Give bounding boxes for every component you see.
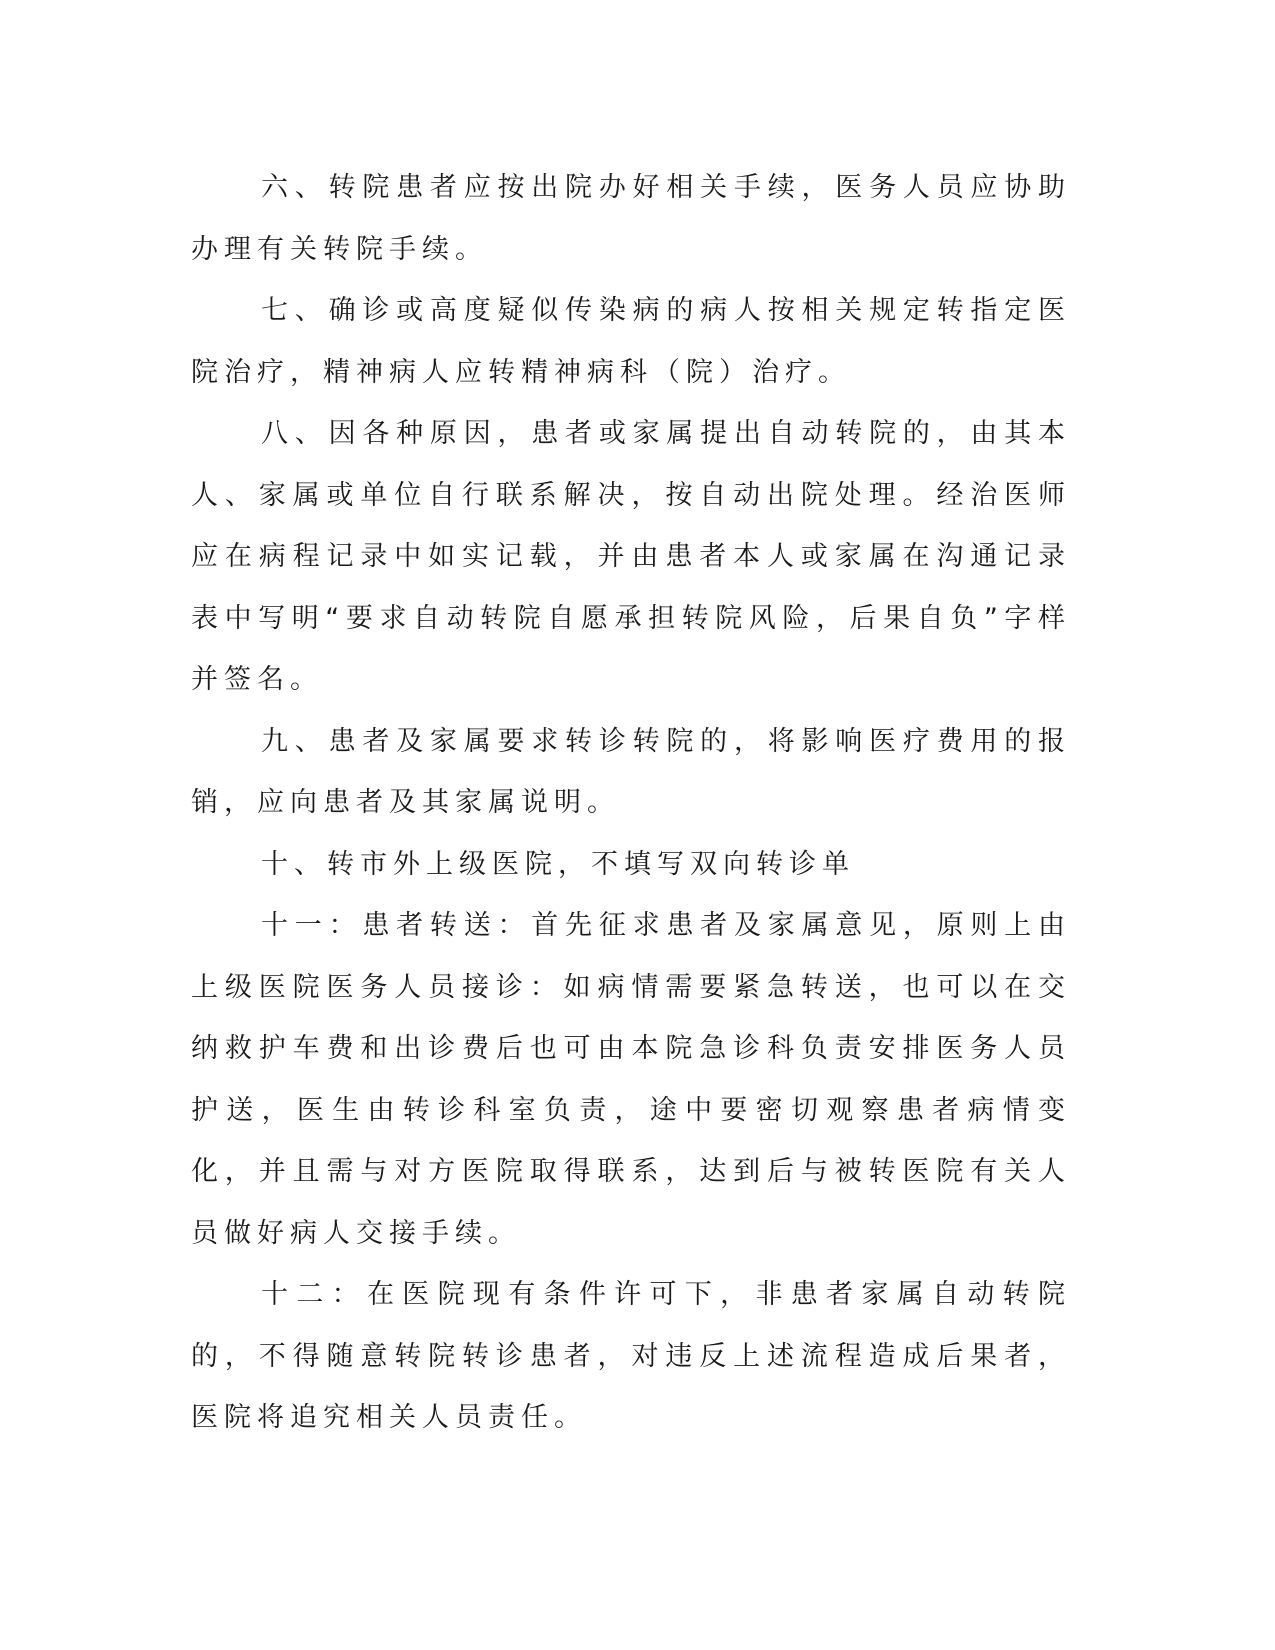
paragraph-11: 十一：患者转送：首先征求患者及家属意见，原则上由上级医院医务人员接诊：如病情需要紧急转送，也可以在交纳救护车费和出诊费后也可由本院急诊科负责安排医务人员护送，医生由转诊科室负责，途中要密切观察患者病情变化，并且需与对方医院取得联系，达到后与被转医院有关人员做好病人交接手续。 xyxy=(191,910,1071,1249)
paragraph-8: 八、因各种原因，患者或家属提出自动转院的，由其本人、家属或单位自行联系解决，按自动出院处理。经治医师应在病程记录中如实记载，并由患者本人或家属在沟通记录表中写明“要求自动转院自愿承担转院风险，后果自负”字样并签名。 xyxy=(191,418,1071,695)
paragraph-7: 七、确诊或高度疑似传染病的病人按相关规定转指定医院治疗，精神病人应转精神病科（院）治疗。 xyxy=(191,295,1071,388)
document-body xyxy=(191,157,1071,1449)
paragraph-10: 十、转市外上级医院，不填写双向转诊单 xyxy=(261,848,855,880)
paragraph-9: 九、患者及家属要求转诊转院的，将影响医疗费用的报销，应向患者及其家属说明。 xyxy=(191,725,1071,818)
paragraph-12: 十二：在医院现有条件许可下，非患者家属自动转院的，不得随意转院转诊患者，对违反上述流程造成后果者，医院将追究相关人员责任。 xyxy=(191,1279,1071,1433)
paragraph-6: 六、转院患者应按出院办好相关手续，医务人员应协助办理有关转院手续。 xyxy=(191,172,1071,265)
